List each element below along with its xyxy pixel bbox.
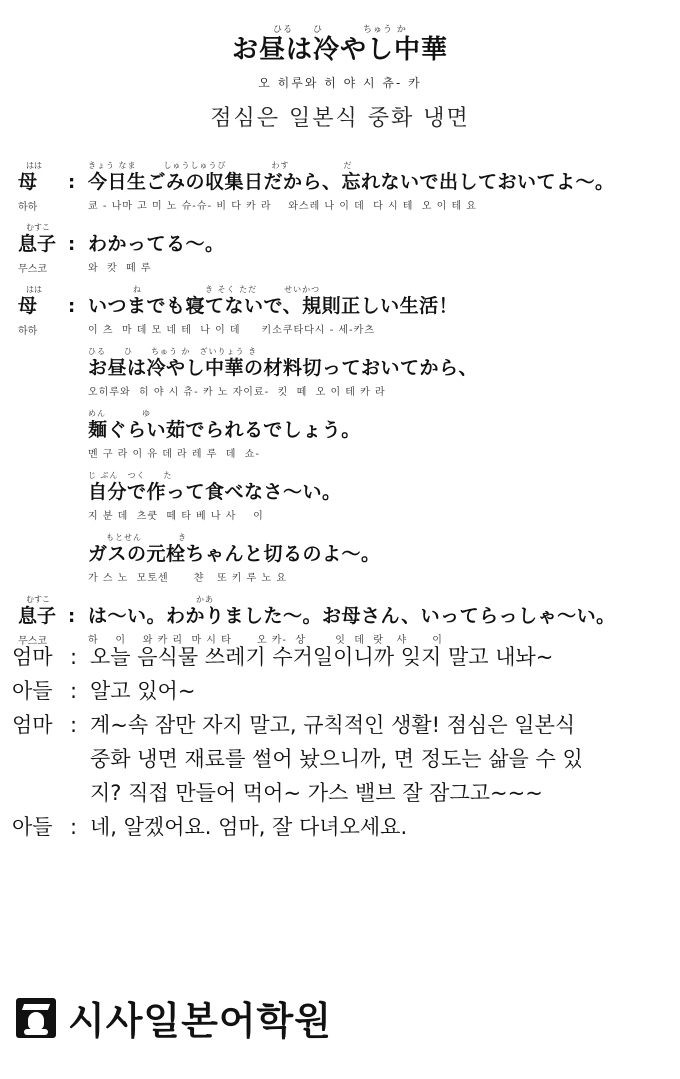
japanese-line: 麺ぐらい茹でられるでしょう。 bbox=[88, 419, 361, 441]
colon: : bbox=[68, 606, 76, 627]
korean-reading: 와 캇 떼 루 bbox=[88, 263, 152, 274]
korean-reading: 오히루와 히 야 시 츄- 카 노 자이료- 킷 떼 오 이 테 카 라 bbox=[88, 387, 386, 398]
japanese-line: お昼は冷やし中華の材料切っておいてから、 bbox=[88, 357, 479, 379]
utterance-continued bbox=[0, 346, 680, 398]
utterance bbox=[0, 284, 680, 336]
logo-text: 시사일본어학원 bbox=[68, 999, 332, 1043]
dialog-turn bbox=[0, 284, 680, 336]
translation-speaker: 엄마 bbox=[12, 645, 53, 669]
dialog-turn bbox=[0, 222, 680, 274]
colon: : bbox=[68, 296, 76, 317]
furigana bbox=[88, 222, 680, 232]
speaker-name: 息子 bbox=[18, 233, 57, 255]
japanese-line: いつまでも寝てないで、規則正しい生活！ bbox=[88, 295, 459, 317]
speaker-name: 息子 bbox=[18, 605, 57, 627]
furigana: ひる ひ ちゅう か ざいりょう き bbox=[88, 347, 258, 356]
utterance bbox=[0, 222, 680, 274]
japanese-line: 今日生ごみの収集日だから、忘れないで出しておいてよ～。 bbox=[88, 171, 615, 193]
header bbox=[0, 22, 680, 132]
speaker-ruby: はは bbox=[26, 285, 42, 294]
utterance-continued bbox=[0, 532, 680, 584]
title-block bbox=[232, 22, 448, 66]
translation-line bbox=[12, 708, 672, 810]
utterance-continued bbox=[0, 470, 680, 522]
speaker-reading: 무스코 bbox=[18, 636, 47, 647]
translation-speaker: 아들 bbox=[12, 679, 53, 703]
title-reading: 오 히루와 히 야 시 츄- 카 bbox=[258, 76, 422, 90]
japanese-line: ガスの元栓ちゃんと切るのよ～。 bbox=[88, 543, 381, 565]
translation-text: 알고 있어~ bbox=[90, 679, 196, 703]
speaker-name: 母 bbox=[18, 295, 38, 317]
colon: : bbox=[68, 234, 76, 255]
korean-reading: 멘 구 라 이 유 데 라 레 루 데 쇼- bbox=[88, 449, 261, 460]
translation-text: 오늘 음식물 쓰레기 수거일이니까 잊지 말고 내놔~ bbox=[90, 645, 554, 669]
page-title: お昼は冷やし中華 bbox=[231, 35, 448, 65]
korean-reading: 쿄 - 나마 고 미 노 슈-슈- 비 다 카 라 와스레 나 이 데 다 시 테 오 이 테 요 bbox=[88, 201, 477, 212]
translation-line bbox=[12, 640, 672, 674]
furigana: ね き そく ただ せいかつ bbox=[88, 285, 321, 294]
colon: : bbox=[70, 815, 78, 839]
graduate-cap-icon bbox=[16, 998, 56, 1038]
colon: : bbox=[70, 713, 78, 737]
logo bbox=[16, 990, 332, 1045]
colon: : bbox=[70, 679, 78, 703]
dialog-turn bbox=[0, 160, 680, 212]
korean-reading: 이 츠 마 데 모 네 테 나 이 데 키소쿠타다시 - 세-카츠 bbox=[88, 325, 375, 336]
japanese-line: わかってる～。 bbox=[88, 233, 225, 255]
colon: : bbox=[68, 172, 76, 193]
utterance bbox=[0, 160, 680, 212]
translation-text: 네, 알겠어요. 엄마, 잘 다녀오세요. bbox=[90, 815, 408, 839]
speaker-ruby: むすこ bbox=[26, 595, 50, 604]
furigana: めん ゆ bbox=[88, 409, 151, 418]
korean-translation bbox=[12, 640, 672, 844]
translation-text: 계~속 잠만 자지 말고, 규칙적인 생활! 점심은 일본식 중화 냉면 재료를 썰어 놨으니까, 면 정도는 삶을 수 있 지? 직접 만들어 먹어~ 가스 밸브 잘 잠그고~~~ bbox=[90, 713, 583, 805]
furigana: もとせん き bbox=[88, 533, 187, 542]
title-ruby: ひる ひ ちゅう か bbox=[273, 25, 407, 35]
japanese-line: 自分で作って食べなさ～い。 bbox=[88, 481, 342, 503]
korean-reading: 하 이 와 카 리 마 시 타 오 카- 상 잇 데 랏 샤 이 bbox=[88, 635, 443, 646]
furigana: かあ bbox=[88, 595, 214, 604]
speaker-reading: 무스코 bbox=[18, 264, 47, 275]
translation-line bbox=[12, 674, 672, 708]
speaker-ruby: むすこ bbox=[26, 223, 50, 232]
translation-speaker: 아들 bbox=[12, 815, 53, 839]
colon: : bbox=[70, 645, 78, 669]
dialog-turn bbox=[0, 594, 680, 646]
speaker-ruby: はは bbox=[26, 161, 42, 170]
speaker-reading: 하하 bbox=[18, 202, 38, 213]
translation-speaker: 엄마 bbox=[12, 713, 53, 737]
furigana: じ ぶん つく た bbox=[88, 471, 173, 480]
furigana: きょう なま しゅうしゅうび わす だ bbox=[88, 161, 353, 170]
title-korean: 점심은 일본식 중화 냉면 bbox=[210, 106, 470, 131]
korean-reading: 가 스 노 모토센 챤 또 키 루 노 요 bbox=[88, 573, 287, 584]
speaker-name: 母 bbox=[18, 171, 38, 193]
korean-reading: 지 분 데 츠쿳 떼 타 베 나 사 이 bbox=[88, 511, 264, 522]
utterance-continued bbox=[0, 408, 680, 460]
dialog bbox=[0, 160, 680, 656]
utterance bbox=[0, 594, 680, 646]
translation-line bbox=[12, 810, 672, 844]
speaker-reading: 하하 bbox=[18, 326, 38, 337]
japanese-line: は～い。わかりました～。お母さん、いってらっしゃ～い。 bbox=[88, 605, 616, 627]
